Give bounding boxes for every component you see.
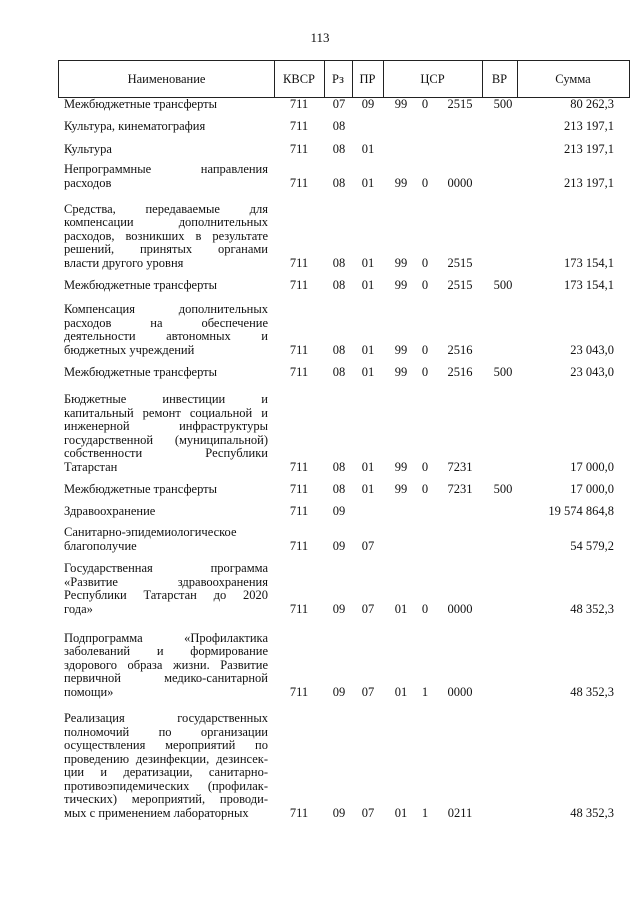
header-pr: ПР: [359, 72, 376, 86]
kvsr-cell: 711: [289, 685, 309, 699]
rz-cell: 09: [332, 602, 346, 616]
row-name-line: расходов, возникших в результате: [64, 228, 268, 243]
row-name-line: Бюджетные инвестиции и: [64, 392, 268, 406]
csr-subprogram-cell: 0: [421, 278, 429, 292]
kvsr-cell: 711: [289, 460, 309, 474]
pr-cell: 01: [361, 278, 375, 292]
csr-direction-cell: 2515: [447, 278, 473, 292]
rz-cell: 08: [332, 119, 346, 133]
csr-direction-cell: 2516: [447, 343, 473, 357]
row-name-line: инженерной инфраструктуры: [64, 419, 268, 433]
sum-cell: 23 043,0: [570, 365, 614, 379]
rz-cell: 08: [332, 460, 346, 474]
header-name: Наименование: [127, 72, 206, 86]
row-name-line: проведению дезинфекции, дезинсек-: [64, 751, 268, 766]
rz-cell: 08: [332, 142, 346, 156]
row-name-line: решений, принятых органами: [64, 242, 268, 256]
csr-subprogram-cell: 0: [421, 482, 429, 496]
sum-cell: 48 352,3: [570, 806, 614, 820]
sum-cell: 48 352,3: [570, 685, 614, 699]
row-name-line: власти другого уровня: [64, 255, 184, 270]
row-name-line: Непрограммные направления: [64, 162, 268, 176]
csr-program-cell: 99: [394, 97, 408, 111]
sum-cell: 213 197,1: [564, 176, 614, 190]
kvsr-cell: 711: [289, 602, 309, 616]
sum-cell: 173 154,1: [564, 278, 614, 292]
csr-program-cell: 99: [394, 343, 408, 357]
csr-program-cell: 01: [394, 602, 408, 616]
pr-cell: 07: [361, 685, 375, 699]
kvsr-cell: 711: [289, 142, 309, 156]
row-name-line: расходов: [64, 175, 112, 190]
pr-cell: 01: [361, 256, 375, 270]
row-name-line: Межбюджетные трансферты: [64, 364, 218, 379]
row-name-line: противоэпидемических (профилак-: [64, 778, 268, 793]
vr-cell: 500: [493, 365, 513, 379]
row-name-line: компенсации дополнительных: [64, 215, 268, 229]
csr-program-cell: 99: [394, 278, 408, 292]
row-name-line: Культура, кинематография: [64, 118, 206, 133]
pr-cell: 07: [361, 602, 375, 616]
sum-cell: 54 579,2: [570, 539, 614, 553]
csr-subprogram-cell: 0: [421, 343, 429, 357]
pr-cell: 09: [361, 97, 375, 111]
row-name-line: Межбюджетные трансферты: [64, 481, 218, 496]
sum-cell: 17 000,0: [570, 482, 614, 496]
csr-direction-cell: 7231: [447, 460, 473, 474]
rz-cell: 09: [332, 685, 346, 699]
kvsr-cell: 711: [289, 256, 309, 270]
row-name-line: благополучие: [64, 538, 137, 553]
row-name-line: Татарстан: [64, 459, 118, 474]
kvsr-cell: 711: [289, 343, 309, 357]
rz-cell: 07: [332, 97, 346, 111]
sum-cell: 173 154,1: [564, 256, 614, 270]
row-name-line: бюджетных учреждений: [64, 342, 195, 357]
csr-program-cell: 99: [394, 460, 408, 474]
rz-cell: 08: [332, 343, 346, 357]
pr-cell: 01: [361, 142, 375, 156]
row-name-line: мых с применением лабораторных: [64, 805, 249, 820]
row-name-line: Подпрограмма «Профилактика: [64, 630, 268, 645]
row-name-line: Здравоохранение: [64, 503, 156, 518]
sum-cell: 48 352,3: [570, 602, 614, 616]
pr-cell: 07: [361, 806, 375, 820]
rz-cell: 08: [332, 482, 346, 496]
header-rz: Рз: [332, 72, 344, 86]
header-csr: ЦСР: [420, 72, 445, 86]
row-name: [64, 712, 268, 820]
csr-subprogram-cell: 0: [421, 176, 429, 190]
csr-direction-cell: 0000: [447, 176, 473, 190]
row-name-line: года»: [64, 601, 93, 616]
page-number: 113: [310, 30, 330, 45]
pr-cell: 01: [361, 365, 375, 379]
csr-subprogram-cell: 0: [421, 97, 429, 111]
row-name-line: Республики Татарстан до 2020: [64, 588, 268, 602]
csr-program-cell: 99: [394, 482, 408, 496]
row-name-line: Государственная программа: [64, 561, 268, 575]
pr-cell: 01: [361, 482, 375, 496]
row-name-line: расходов на обеспечение: [64, 315, 268, 330]
csr-program-cell: 99: [394, 365, 408, 379]
rz-cell: 08: [332, 278, 346, 292]
pr-cell: 01: [361, 176, 375, 190]
row-name-line: первичной медико-санитарной: [64, 671, 268, 685]
csr-subprogram-cell: 0: [421, 602, 429, 616]
rz-cell: 08: [332, 256, 346, 270]
row-name-line: собственности Республики: [64, 446, 268, 460]
vr-cell: 500: [493, 97, 513, 111]
sum-cell: 17 000,0: [570, 460, 614, 474]
row-name-line: «Развитие здравоохранения: [64, 574, 268, 589]
pr-cell: 01: [361, 343, 375, 357]
row-name-line: капитальный ремонт социальной и: [64, 405, 268, 420]
sum-cell: 213 197,1: [564, 119, 614, 133]
rz-cell: 09: [332, 806, 346, 820]
vr-cell: 500: [493, 278, 513, 292]
csr-program-cell: 99: [394, 256, 408, 270]
header-sum: Сумма: [555, 72, 591, 86]
csr-program-cell: 01: [394, 685, 408, 699]
row-name-line: Межбюджетные трансферты: [64, 96, 218, 111]
row-name-line: Компенсация дополнительных: [64, 302, 268, 316]
csr-subprogram-cell: 0: [421, 460, 429, 474]
row-name-line: полномочий по организации: [64, 724, 268, 739]
kvsr-cell: 711: [289, 97, 309, 111]
row-name-line: заболеваний и формирование: [64, 644, 268, 658]
rz-cell: 08: [332, 176, 346, 190]
row-name-line: помощи»: [64, 684, 114, 699]
row-name-line: тических) мероприятий, проводи-: [64, 792, 268, 806]
row-name-line: Санитарно-эпидемиологическое: [64, 525, 237, 539]
csr-subprogram-cell: 0: [421, 256, 429, 270]
row-name-line: государственной (муниципальной): [64, 432, 268, 447]
kvsr-cell: 711: [289, 365, 309, 379]
csr-direction-cell: 0211: [447, 806, 473, 820]
kvsr-cell: 711: [289, 806, 309, 820]
csr-subprogram-cell: 0: [421, 365, 429, 379]
csr-direction-cell: 2515: [447, 256, 473, 270]
sum-cell: 213 197,1: [564, 142, 614, 156]
kvsr-cell: 711: [289, 539, 309, 553]
csr-direction-cell: 0000: [447, 602, 473, 616]
csr-subprogram-cell: 1: [421, 806, 429, 820]
row-name-line: здорового образа жизни. Развитие: [64, 657, 268, 672]
row-name-line: Средства, передаваемые для: [64, 201, 268, 216]
kvsr-cell: 711: [289, 176, 309, 190]
kvsr-cell: 711: [289, 278, 309, 292]
csr-direction-cell: 0000: [447, 685, 473, 699]
header-kvsr: КВСР: [283, 72, 315, 86]
row-name-line: Межбюджетные трансферты: [64, 277, 218, 292]
pr-cell: 01: [361, 460, 375, 474]
vr-cell: 500: [493, 482, 513, 496]
kvsr-cell: 711: [289, 482, 309, 496]
sum-cell: 23 043,0: [570, 343, 614, 357]
pr-cell: 07: [361, 539, 375, 553]
row-name-line: ции и дератизации, санитарно-: [64, 765, 268, 779]
csr-direction-cell: 2515: [447, 97, 473, 111]
sum-cell: 80 262,3: [570, 97, 614, 111]
rz-cell: 08: [332, 365, 346, 379]
row-name-line: осуществления мероприятий по: [64, 738, 268, 752]
csr-subprogram-cell: 1: [421, 685, 429, 699]
csr-program-cell: 99: [394, 176, 408, 190]
header-vr: ВР: [491, 72, 508, 86]
csr-program-cell: 01: [394, 806, 408, 820]
kvsr-cell: 711: [289, 504, 309, 518]
kvsr-cell: 711: [289, 119, 309, 133]
rz-cell: 09: [332, 504, 346, 518]
csr-direction-cell: 7231: [447, 482, 473, 496]
row-name-line: Реализация государственных: [64, 711, 268, 725]
rz-cell: 09: [332, 539, 346, 553]
row-name-line: Культура: [64, 141, 112, 156]
row-name-line: деятельности автономных и: [64, 329, 268, 343]
csr-direction-cell: 2516: [447, 365, 473, 379]
sum-cell: 19 574 864,8: [548, 504, 614, 518]
